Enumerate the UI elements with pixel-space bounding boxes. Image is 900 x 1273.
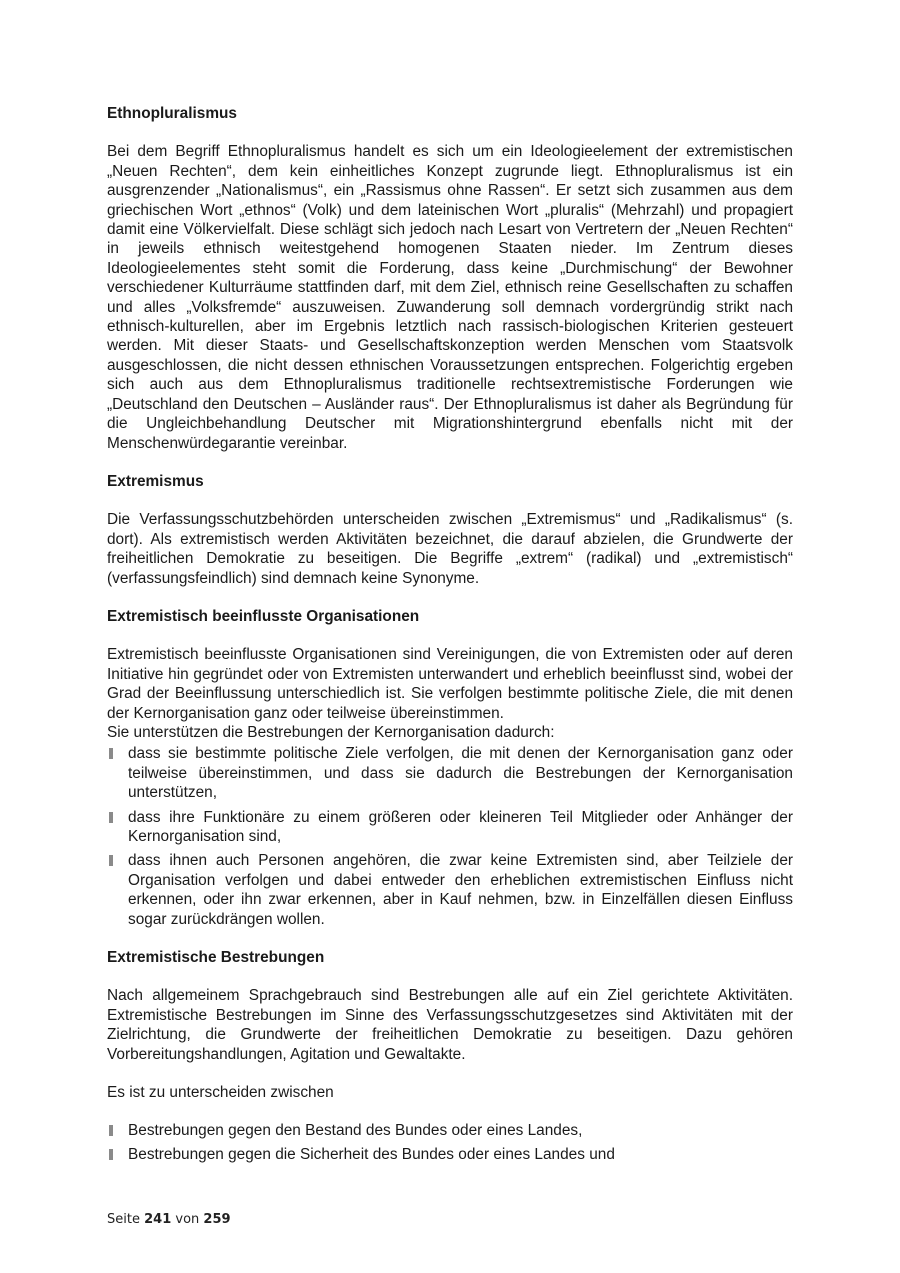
section-extremistische-bestrebungen: [107, 948, 793, 1164]
list-item: [107, 744, 793, 802]
bullet-marker-icon: [109, 812, 113, 823]
list-item: [107, 1121, 793, 1140]
footer-total-pages: 259: [203, 1212, 231, 1227]
list-item: [107, 1145, 793, 1164]
bullet-marker-icon: [109, 748, 113, 759]
section-extremistisch-beeinflusste-organisationen: [107, 607, 793, 929]
section-heading: Extremismus: [107, 472, 204, 490]
document-page: [107, 104, 793, 1183]
bullet-marker-icon: [109, 1149, 113, 1160]
bullet-marker-icon: [109, 1125, 113, 1136]
list-item: [107, 851, 793, 929]
list-item-text: dass ihnen auch Personen angehören, die zwar keine Extremisten sind, aber Teilziele der Organisation verfolgen und dabei entweder den erheblichen extremistischen Einfluss nicht erkennen, oder ihn zwar erkennen, aber in Kauf nehmen, bzw. in Einzelfällen diesen Einfluss sogar zurückdrängen wollen.: [128, 852, 793, 928]
footer-prefix: Seite: [107, 1212, 140, 1227]
list-item-text: dass sie bestimmte politische Ziele verfolgen, die mit denen der Kernorganisation ganz oder teilweise übereinstimmen, und dass sie dadurch die Bestrebungen der Kernorganisation unterstützen,: [128, 745, 793, 802]
list-item-text: dass ihre Funktionäre zu einem größeren oder kleineren Teil Mitglieder oder Anhänger der Kernorganisation sind,: [128, 808, 793, 845]
section-paragraph: Extremistisch beeinflusste Organisationen sind Vereinigungen, die von Extremisten oder auf deren Initiative hin gegründet oder von Extremisten unterwandert und erheblich beeinflusst sind, wobei der Grad der Beeinflussung unterschiedlich ist. Sie verfolgen bestimmte politische Ziele, die mit denen der Kernorganisation ganz oder teilweise übereinstimmen.: [107, 646, 793, 722]
section-ethnopluralismus: [107, 104, 793, 453]
section-paragraph: Nach allgemeinem Sprachgebrauch sind Bestrebungen alle auf ein Ziel gerichtete Aktivitäten. Extremistische Bestrebungen im Sinne des Verfassungsschutzgesetzes sind Aktivitäten mit der Zielrichtung, die Grundwerte der freiheitlichen Demokratie zu beseitigen. Dazu gehören Vorbereitungshandlungen, Agitation und Gewaltakte.: [107, 987, 793, 1063]
section-paragraph: Bei dem Begriff Ethnopluralismus handelt es sich um ein Ideologieelement der extremistischen „Neuen Rechten“, dem kein einheitliches Konzept zugrunde liegt. Ethnopluralismus ist ein ausgrenzender „Nationalismus“, ein „Rassismus ohne Rassen“. Er setzt sich zusammen aus dem griechischen Wort „ethnos“ (Volk) und dem lateinischen Wort „pluralis“ (Mehrzahl) und propagiert damit eine Völkervielfalt. Diese schlägt sich jedoch nach Lesart von Vertretern der „Neuen Rechten“ in jeweils ethnisch weitestgehend homogenen Staaten nieder. Im Zentrum dieses Ideologieelementes steht somit die Forderung, dass keine „Durchmischung“ der Bewohner verschiedener Kulturräume stattfinden darf, mit dem Ziel, ethnisch reine Gesellschaften zu schaffen und alles „Volksfremde“ auszuweisen. Zuwanderung soll demnach vordergründig strikt nach ethnisch-kulturellen, aber im Ergebnis letztlich nach rassisch-biologischen Kriterien gesteuert werden. Mit dieser Staats- und Gesellschaftskonzeption werden Menschen vom Staatsvolk ausgeschlossen, die nicht dessen ethnischen Voraussetzungen entsprechen. Folgerichtig ergeben sich auch aus dem Ethnopluralismus traditionelle rechtsextremistische Forderungen wie „Deutschland den Deutschen – Ausländer raus“. Der Ethnopluralismus ist daher als Begründung für die Ungleichbehandlung Deutscher mit Migrationshintergrund ebenfalls nicht mit der Menschenwürdegarantie vereinbar.: [107, 143, 793, 452]
bullet-list: [107, 744, 793, 929]
section-heading: Extremistische Bestrebungen: [107, 949, 325, 967]
footer-separator: von: [175, 1212, 200, 1227]
list-item-text: Bestrebungen gegen die Sicherheit des Bundes oder eines Landes und: [128, 1145, 615, 1163]
section-paragraph: Es ist zu unterscheiden zwischen: [107, 1084, 334, 1102]
footer-current-page: 241: [144, 1212, 172, 1227]
section-paragraph: Sie unterstützen die Bestrebungen der Kernorganisation dadurch:: [107, 723, 555, 741]
page-footer: [107, 1212, 231, 1227]
section-heading: Ethnopluralismus: [107, 105, 237, 122]
section-paragraph: Die Verfassungsschutzbehörden unterscheiden zwischen „Extremismus“ und „Radikalismus“ (s. dort). Als extremistisch werden Aktivitäten bezeichnet, die darauf abzielen, die Grundwerte der freiheitlichen Demokratie zu beseitigen. Die Begriffe „extrem“ (radikal) und „extremistisch“ (verfassungsfeindlich) sind demnach keine Synonyme.: [107, 511, 793, 587]
bullet-marker-icon: [109, 855, 113, 866]
section-extremismus: [107, 472, 793, 588]
list-item-text: Bestrebungen gegen den Bestand des Bundes oder eines Landes,: [128, 1122, 583, 1140]
bullet-list: [107, 1121, 793, 1164]
list-item: [107, 808, 793, 847]
section-heading: Extremistisch beeinflusste Organisationen: [107, 607, 420, 625]
